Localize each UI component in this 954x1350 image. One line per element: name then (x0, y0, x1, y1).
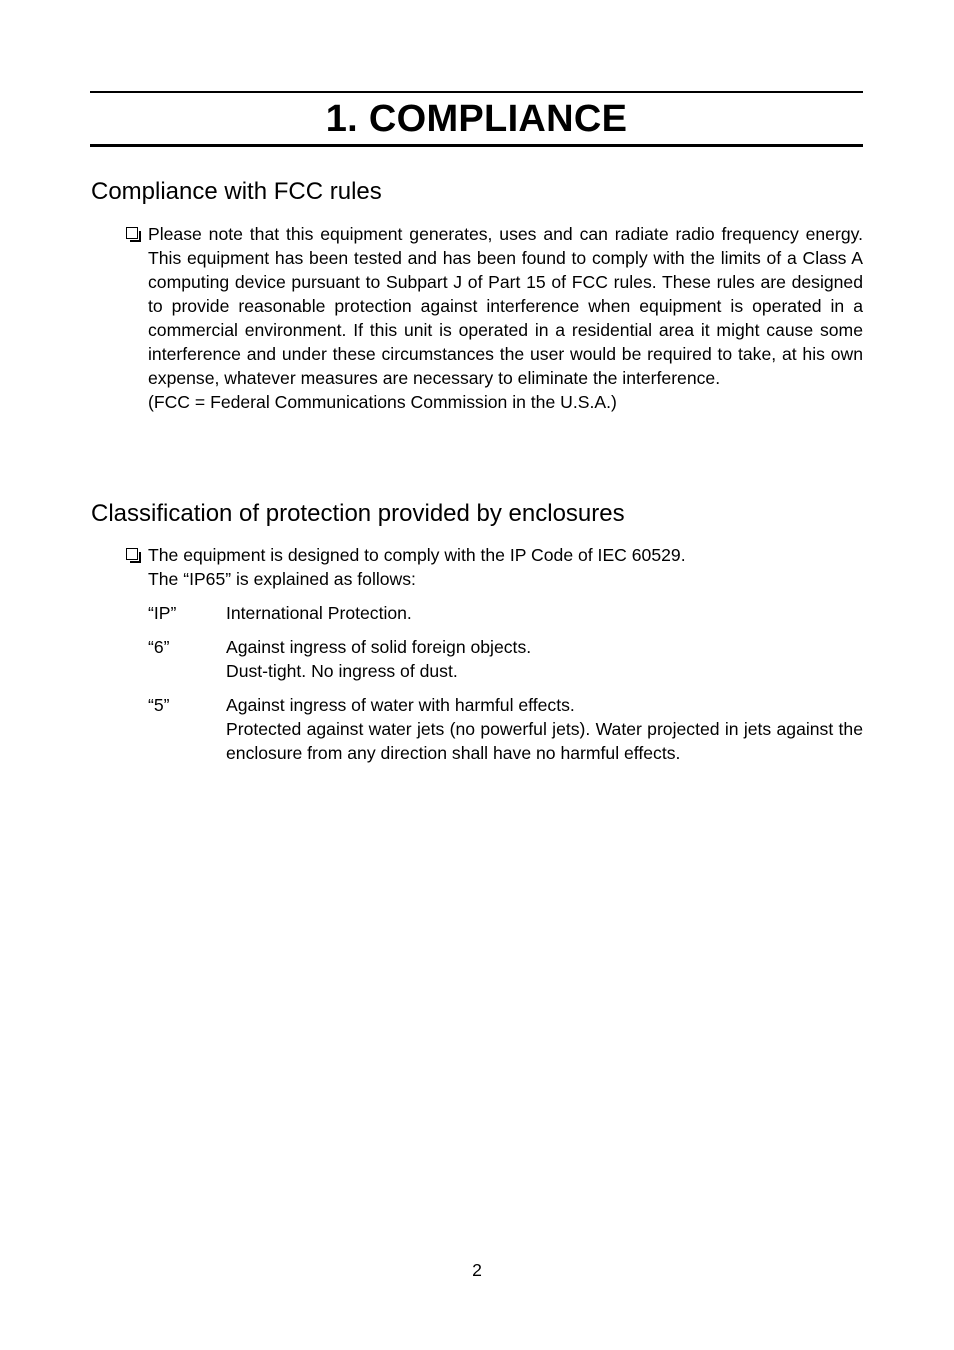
definition-text: Protected against water jets (no powerful jets). Water projected in jets against the enclosure from any direction shall have no harmful effects. (226, 719, 863, 763)
checkbox-bullet-icon (126, 227, 138, 239)
definition-text: International Protection. (226, 603, 412, 623)
definition-text: Dust-tight. No ingress of dust. (226, 661, 458, 681)
title-block (90, 91, 863, 147)
definition-row-ip (148, 601, 863, 625)
ip-definition-list (148, 601, 863, 775)
definition-term: “IP” (148, 603, 177, 623)
definition-term: “5” (148, 695, 170, 715)
fcc-paragraph: Please note that this equipment generates, uses and can radiate radio frequency energy. This equipment has been tested and has been found to comply with the limits of a Class A computing device pursuant to Subpart J of Part 15 of FCC rules. These rules are designed to provide reasonable protection against interference when equipment is operated in a commercial environment. If this unit is operated in a residential area it might cause some interference and under these circumstances the user would be required to take, at his own expense, whatever measures are necessary to eliminate the interference. (148, 224, 863, 388)
page-number: 2 (472, 1260, 482, 1280)
section-heading-fcc: Compliance with FCC rules (91, 178, 382, 205)
ip-bullet (126, 543, 863, 591)
definition-text: Against ingress of water with harmful effects. (226, 695, 575, 715)
fcc-note: (FCC = Federal Communications Commission in the U.S.A.) (148, 392, 617, 412)
definition-text: Against ingress of solid foreign objects. (226, 637, 532, 657)
definition-row-5 (148, 693, 863, 765)
page-title: 1. COMPLIANCE (325, 97, 628, 140)
ip-line-1: The equipment is designed to comply with the IP Code of IEC 60529. (148, 545, 686, 565)
section-heading-ip: Classification of protection provided by enclosures (91, 500, 625, 527)
definition-term: “6” (148, 637, 170, 657)
definition-row-6 (148, 635, 863, 683)
fcc-bullet (126, 222, 863, 414)
checkbox-bullet-icon (126, 548, 138, 560)
ip-line-2: The “IP65” is explained as follows: (148, 569, 416, 589)
